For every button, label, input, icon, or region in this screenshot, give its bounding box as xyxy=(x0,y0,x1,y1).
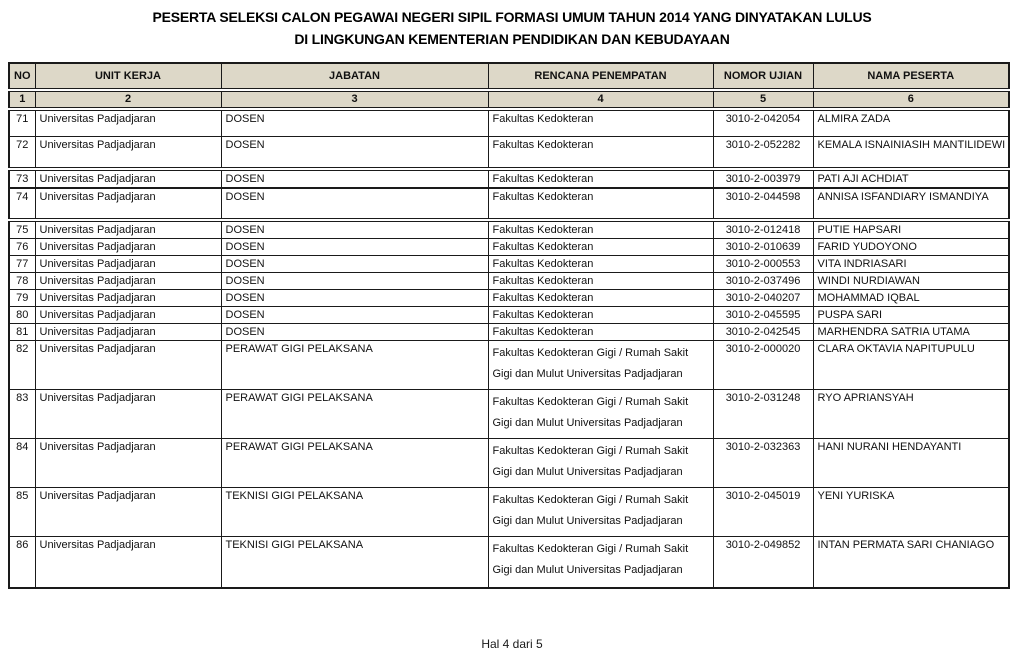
cell-rencana-penempatan: Fakultas Kedokteran Gigi / Rumah Sakit Gigi dan Mulut Universitas Padjadjaran xyxy=(488,439,713,488)
cell-rencana-penempatan: Fakultas Kedokteran xyxy=(488,188,713,220)
table-row xyxy=(9,169,1009,188)
cell-unit-kerja: Universitas Padjadjaran xyxy=(35,324,221,341)
cell-unit-kerja: Universitas Padjadjaran xyxy=(35,439,221,488)
cell-jabatan: DOSEN xyxy=(221,307,488,324)
cell-nomor-ujian: 3010-2-045595 xyxy=(713,307,813,324)
cell-nomor-ujian: 3010-2-044598 xyxy=(713,188,813,220)
header-rencana-penempatan: RENCANA PENEMPATAN xyxy=(488,63,713,90)
cell-jabatan: DOSEN xyxy=(221,188,488,220)
cell-nomor-ujian: 3010-2-012418 xyxy=(713,220,813,239)
cell-nama-peserta: WINDI NURDIAWAN xyxy=(813,273,1009,290)
table-row xyxy=(9,537,1009,588)
column-number-1: 1 xyxy=(9,90,35,109)
column-number-3: 3 xyxy=(221,90,488,109)
column-number-6: 6 xyxy=(813,90,1009,109)
cell-nomor-ujian: 3010-2-045019 xyxy=(713,488,813,537)
cell-unit-kerja: Universitas Padjadjaran xyxy=(35,169,221,188)
cell-no: 85 xyxy=(9,488,35,537)
cell-nomor-ujian: 3010-2-049852 xyxy=(713,537,813,588)
table-row xyxy=(9,439,1009,488)
cell-nama-peserta: VITA INDRIASARI xyxy=(813,256,1009,273)
table-row xyxy=(9,136,1009,169)
cell-unit-kerja: Universitas Padjadjaran xyxy=(35,136,221,169)
cell-unit-kerja: Universitas Padjadjaran xyxy=(35,341,221,390)
cell-jabatan: PERAWAT GIGI PELAKSANA xyxy=(221,439,488,488)
cell-nomor-ujian: 3010-2-031248 xyxy=(713,390,813,439)
header-row xyxy=(9,63,1009,90)
cell-rencana-penempatan: Fakultas Kedokteran xyxy=(488,307,713,324)
cell-jabatan: DOSEN xyxy=(221,220,488,239)
cell-jabatan: DOSEN xyxy=(221,256,488,273)
cell-nama-peserta: FARID YUDOYONO xyxy=(813,239,1009,256)
cell-rencana-penempatan: Fakultas Kedokteran xyxy=(488,220,713,239)
cell-rencana-penempatan: Fakultas Kedokteran Gigi / Rumah Sakit Gigi dan Mulut Universitas Padjadjaran xyxy=(488,537,713,588)
cell-nama-peserta: PUSPA SARI xyxy=(813,307,1009,324)
table-row xyxy=(9,256,1009,273)
cell-unit-kerja: Universitas Padjadjaran xyxy=(35,537,221,588)
column-number-2: 2 xyxy=(35,90,221,109)
cell-rencana-penempatan: Fakultas Kedokteran xyxy=(488,290,713,307)
cell-nama-peserta: MOHAMMAD IQBAL xyxy=(813,290,1009,307)
cell-jabatan: DOSEN xyxy=(221,324,488,341)
header-no: NO xyxy=(9,63,35,90)
cell-unit-kerja: Universitas Padjadjaran xyxy=(35,273,221,290)
table-row xyxy=(9,220,1009,239)
cell-no: 72 xyxy=(9,136,35,169)
cell-no: 81 xyxy=(9,324,35,341)
table-row xyxy=(9,273,1009,290)
cell-no: 71 xyxy=(9,109,35,136)
header-unit-kerja: UNIT KERJA xyxy=(35,63,221,90)
cell-nama-peserta: INTAN PERMATA SARI CHANIAGO xyxy=(813,537,1009,588)
table-row xyxy=(9,290,1009,307)
cell-nama-peserta: ALMIRA ZADA xyxy=(813,109,1009,136)
cell-jabatan: DOSEN xyxy=(221,169,488,188)
page-title xyxy=(0,0,1024,50)
cell-nomor-ujian: 3010-2-037496 xyxy=(713,273,813,290)
cell-nomor-ujian: 3010-2-052282 xyxy=(713,136,813,169)
table-row xyxy=(9,307,1009,324)
cell-jabatan: TEKNISI GIGI PELAKSANA xyxy=(221,488,488,537)
cell-nama-peserta: KEMALA ISNAINIASIH MANTILIDEWI xyxy=(813,136,1009,169)
cell-rencana-penempatan: Fakultas Kedokteran xyxy=(488,273,713,290)
table-row xyxy=(9,239,1009,256)
cell-nomor-ujian: 3010-2-000020 xyxy=(713,341,813,390)
cell-rencana-penempatan: Fakultas Kedokteran xyxy=(488,109,713,136)
cell-unit-kerja: Universitas Padjadjaran xyxy=(35,307,221,324)
cell-jabatan: TEKNISI GIGI PELAKSANA xyxy=(221,537,488,588)
cell-no: 80 xyxy=(9,307,35,324)
cell-no: 79 xyxy=(9,290,35,307)
cell-unit-kerja: Universitas Padjadjaran xyxy=(35,256,221,273)
table-row xyxy=(9,188,1009,220)
cell-rencana-penempatan: Fakultas Kedokteran Gigi / Rumah Sakit Gigi dan Mulut Universitas Padjadjaran xyxy=(488,390,713,439)
cell-no: 75 xyxy=(9,220,35,239)
cell-nama-peserta: YENI YURISKA xyxy=(813,488,1009,537)
results-table xyxy=(8,62,1010,589)
table-row xyxy=(9,324,1009,341)
cell-jabatan: DOSEN xyxy=(221,290,488,307)
cell-unit-kerja: Universitas Padjadjaran xyxy=(35,109,221,136)
cell-jabatan: DOSEN xyxy=(221,136,488,169)
cell-rencana-penempatan: Fakultas Kedokteran xyxy=(488,324,713,341)
cell-nama-peserta: MARHENDRA SATRIA UTAMA xyxy=(813,324,1009,341)
cell-nomor-ujian: 3010-2-042054 xyxy=(713,109,813,136)
header-nomor-ujian: NOMOR UJIAN xyxy=(713,63,813,90)
page-number-label: Hal 4 dari 5 xyxy=(481,637,543,651)
column-number-row xyxy=(9,90,1009,109)
column-number-4: 4 xyxy=(488,90,713,109)
cell-nomor-ujian: 3010-2-003979 xyxy=(713,169,813,188)
header-jabatan: JABATAN xyxy=(221,63,488,90)
cell-no: 83 xyxy=(9,390,35,439)
cell-jabatan: PERAWAT GIGI PELAKSANA xyxy=(221,341,488,390)
cell-nomor-ujian: 3010-2-042545 xyxy=(713,324,813,341)
cell-no: 78 xyxy=(9,273,35,290)
column-number-5: 5 xyxy=(713,90,813,109)
cell-unit-kerja: Universitas Padjadjaran xyxy=(35,188,221,220)
cell-no: 84 xyxy=(9,439,35,488)
cell-no: 77 xyxy=(9,256,35,273)
cell-nomor-ujian: 3010-2-032363 xyxy=(713,439,813,488)
cell-rencana-penempatan: Fakultas Kedokteran Gigi / Rumah Sakit Gigi dan Mulut Universitas Padjadjaran xyxy=(488,341,713,390)
cell-unit-kerja: Universitas Padjadjaran xyxy=(35,390,221,439)
cell-rencana-penempatan: Fakultas Kedokteran xyxy=(488,169,713,188)
cell-rencana-penempatan: Fakultas Kedokteran Gigi / Rumah Sakit Gigi dan Mulut Universitas Padjadjaran xyxy=(488,488,713,537)
cell-no: 86 xyxy=(9,537,35,588)
cell-unit-kerja: Universitas Padjadjaran xyxy=(35,239,221,256)
cell-no: 82 xyxy=(9,341,35,390)
table-row xyxy=(9,341,1009,390)
cell-nama-peserta: PATI AJI ACHDIAT xyxy=(813,169,1009,188)
cell-unit-kerja: Universitas Padjadjaran xyxy=(35,220,221,239)
cell-rencana-penempatan: Fakultas Kedokteran xyxy=(488,256,713,273)
cell-nama-peserta: HANI NURANI HENDAYANTI xyxy=(813,439,1009,488)
cell-jabatan: DOSEN xyxy=(221,109,488,136)
cell-nomor-ujian: 3010-2-000553 xyxy=(713,256,813,273)
cell-jabatan: DOSEN xyxy=(221,273,488,290)
cell-rencana-penempatan: Fakultas Kedokteran xyxy=(488,239,713,256)
cell-unit-kerja: Universitas Padjadjaran xyxy=(35,290,221,307)
table-row xyxy=(9,109,1009,136)
table-row xyxy=(9,390,1009,439)
cell-nomor-ujian: 3010-2-010639 xyxy=(713,239,813,256)
cell-jabatan: DOSEN xyxy=(221,239,488,256)
cell-jabatan: PERAWAT GIGI PELAKSANA xyxy=(221,390,488,439)
cell-nomor-ujian: 3010-2-040207 xyxy=(713,290,813,307)
page-title-line-1: PESERTA SELEKSI CALON PEGAWAI NEGERI SIPIL FORMASI UMUM TAHUN 2014 YANG DINYATAKAN LULUS xyxy=(152,9,872,25)
table-body xyxy=(9,109,1009,588)
table-row xyxy=(9,488,1009,537)
cell-unit-kerja: Universitas Padjadjaran xyxy=(35,488,221,537)
cell-nama-peserta: PUTIE HAPSARI xyxy=(813,220,1009,239)
page-title-line-2: DI LINGKUNGAN KEMENTERIAN PENDIDIKAN DAN KEBUDAYAAN xyxy=(294,31,730,47)
cell-no: 76 xyxy=(9,239,35,256)
cell-nama-peserta: CLARA OKTAVIA NAPITUPULU xyxy=(813,341,1009,390)
cell-rencana-penempatan: Fakultas Kedokteran xyxy=(488,136,713,169)
cell-no: 73 xyxy=(9,169,35,188)
cell-nama-peserta: ANNISA ISFANDIARY ISMANDIYA xyxy=(813,188,1009,220)
cell-no: 74 xyxy=(9,188,35,220)
header-nama-peserta: NAMA PESERTA xyxy=(813,63,1009,90)
cell-nama-peserta: RYO APRIANSYAH xyxy=(813,390,1009,439)
